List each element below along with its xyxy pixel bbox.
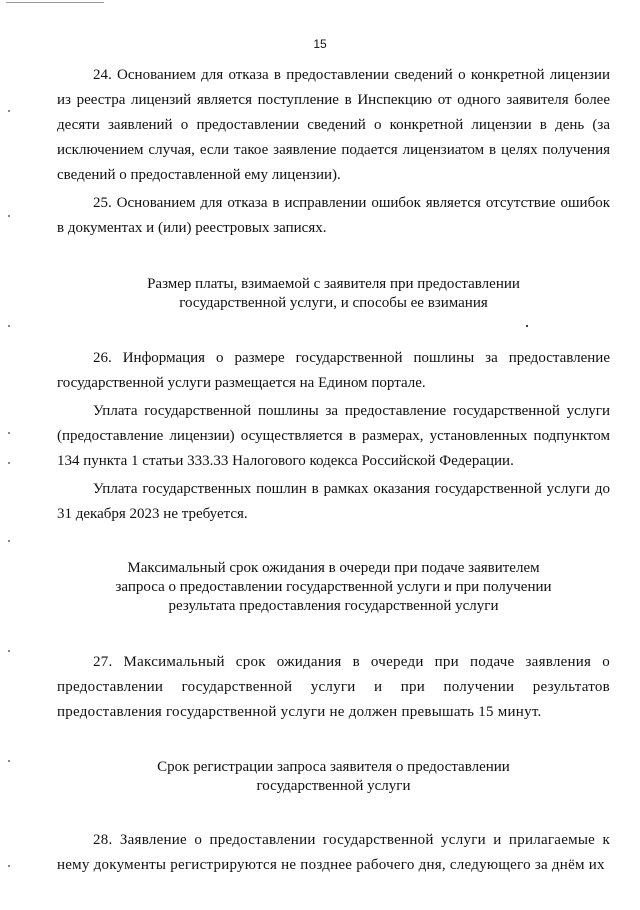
paragraph-24: 24. Основанием для отказа в предоставлении сведений о конкретной лицензии из реестра лицензий является поступление в Инспекцию от одного заявителя более десяти заявлений о предоставлении сведений о конкретной лицензии в день (за исключением случая, если такое заявление подается лицензиатом в целях получения сведений о предоставленной ему лицензии). bbox=[57, 67, 610, 183]
scan-mark bbox=[8, 325, 10, 327]
scan-mark bbox=[8, 865, 10, 867]
scan-mark bbox=[8, 110, 10, 112]
paragraph-28: 28. Заявление о предоставлении государственной услуги и прилагаемые к нему документы регистрируются не позднее рабочего дня, следующего за днём их bbox=[57, 832, 610, 873]
scan-mark bbox=[8, 462, 10, 464]
paragraph-26-fee-payment: Уплата государственной пошлины за предоставление государственной услуги (предоставление лицензии) осуществляется в размерах, установленных подпунктом 134 пункта 1 статьи 333.33 Налогового кодекса Российской Федерации. bbox=[57, 403, 610, 469]
section-heading-registration bbox=[57, 758, 610, 796]
scan-mark bbox=[8, 540, 10, 542]
page-number: 15 bbox=[313, 37, 327, 51]
heading-line: запроса о предоставлении государственной услуги и при получении bbox=[115, 579, 552, 595]
paragraph-26: 26. Информация о размере государственной пошлины за предоставление государственной услуги размещается на Едином портале. bbox=[57, 350, 610, 391]
heading-line: Максимальный срок ожидания в очереди при подаче заявителем bbox=[127, 560, 540, 576]
section-heading-fee bbox=[57, 275, 610, 313]
heading-line: Размер платы, взимаемой с заявителя при предоставлении bbox=[147, 276, 520, 292]
scan-mark bbox=[8, 215, 10, 217]
heading-line: результата предоставления государственной услуги bbox=[168, 598, 499, 614]
paragraph-26-fee-exemption: Уплата государственных пошлин в рамках оказания государственной услуги до 31 декабря 2023 не требуется. bbox=[57, 481, 610, 522]
heading-line: Срок регистрации запроса заявителя о предоставлении bbox=[157, 759, 510, 775]
top-edge-rule bbox=[6, 2, 104, 3]
scan-mark bbox=[8, 432, 10, 434]
scan-mark bbox=[8, 650, 10, 652]
heading-line: государственной услуги bbox=[256, 778, 411, 794]
document-body bbox=[57, 63, 610, 878]
section-heading-queue bbox=[57, 559, 610, 616]
paragraph-27: 27. Максимальный срок ожидания в очереди при подаче заявления о предоставлении государственной услуги и при получении результатов предоставления государственной услуги не должен превышать 15 минут. bbox=[57, 654, 610, 720]
heading-line: государственной услуги, и способы ее взимания bbox=[179, 295, 488, 311]
paragraph-25: 25. Основанием для отказа в исправлении ошибок является отсутствие ошибок в документах и (или) реестровых записях. bbox=[57, 195, 610, 236]
scan-mark bbox=[8, 760, 10, 762]
